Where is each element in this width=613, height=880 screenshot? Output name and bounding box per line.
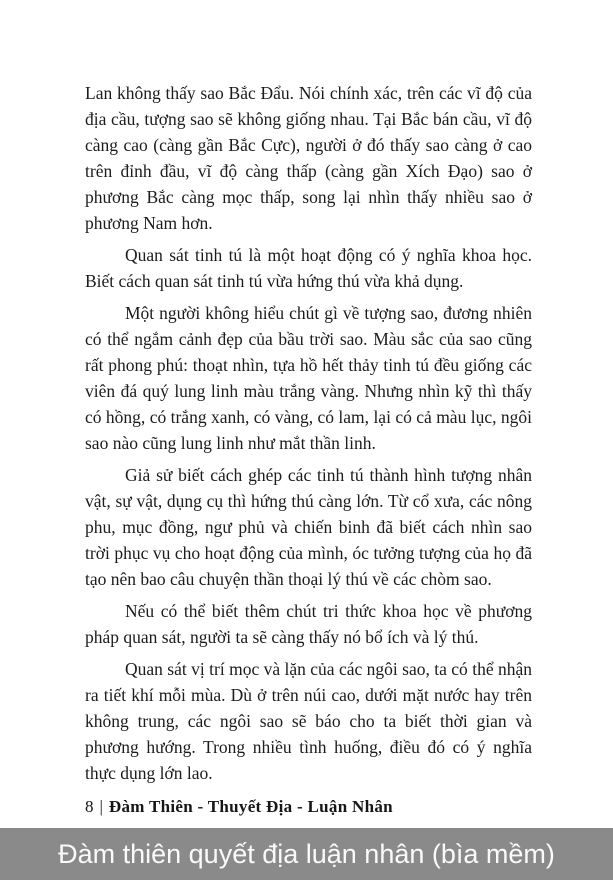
page-footer [85, 797, 393, 817]
paragraph: Lan không thấy sao Bắc Đẩu. Nói chính xác, trên các vĩ độ của địa cầu, tượng sao sẽ không giống nhau. Tại Bắc bán cầu, vĩ độ càng cao (càng gần Bắc Cực), người ở đó thấy sao càng ở cao trên đỉnh đầu, vĩ độ càng thấp (càng gần Xích Đạo) sao ở phương Bắc càng mọc thấp, song lại nhìn thấy nhiều sao ở phương Nam hơn. [85, 83, 532, 233]
footer-separator: | [99, 797, 103, 816]
page-number: 8 [85, 797, 94, 816]
paragraph: Quan sát vị trí mọc và lặn của các ngôi sao, ta có thể nhận ra tiết khí mỗi mùa. Dù ở trên núi cao, dưới mặt nước hay trên không trung, các ngôi sao sẽ báo cho ta biết thời gian và phương hướng. Trong nhiều tình huống, điều đó có ý nghĩa thực dụng lớn lao. [85, 659, 532, 783]
paragraph: Giả sử biết cách ghép các tinh tú thành hình tượng nhân vật, sự vật, dụng cụ thì hứng thú càng lớn. Từ cổ xưa, các nông phu, mục đồng, ngư phủ và chiến binh đã biết cách nhìn sao trời phục vụ cho hoạt động của mình, óc tưởng tượng của họ đã tạo nên bao câu chuyện thần thoại lý thú về các chòm sao. [85, 465, 532, 589]
page-body [85, 80, 532, 792]
caption-bar [0, 828, 613, 880]
caption-text: Đàm thiên quyết địa luận nhân (bìa mềm) [58, 838, 555, 869]
paragraph: Nếu có thể biết thêm chút tri thức khoa học về phương pháp quan sát, người ta sẽ càng thấy nó bổ ích và lý thú. [85, 601, 532, 647]
paragraph: Quan sát tinh tú là một hoạt động có ý nghĩa khoa học. Biết cách quan sát tinh tú vừa hứng thú vừa khả dụng. [85, 245, 532, 291]
paragraph: Một người không hiểu chút gì về tượng sao, đương nhiên có thể ngắm cảnh đẹp của bầu trời sao. Màu sắc của sao cũng rất phong phú: thoạt nhìn, tựa hồ hết thảy tinh tú đều giống các viên đá quý lung linh màu trắng vàng. Nhưng nhìn kỹ thì thấy có hồng, có trắng xanh, có vàng, có lam, lại có cả màu lục, ngôi sao nào cũng lung linh như mắt thần linh. [85, 303, 532, 453]
footer-book-title: Đàm Thiên - Thuyết Địa - Luận Nhân [108, 797, 393, 816]
